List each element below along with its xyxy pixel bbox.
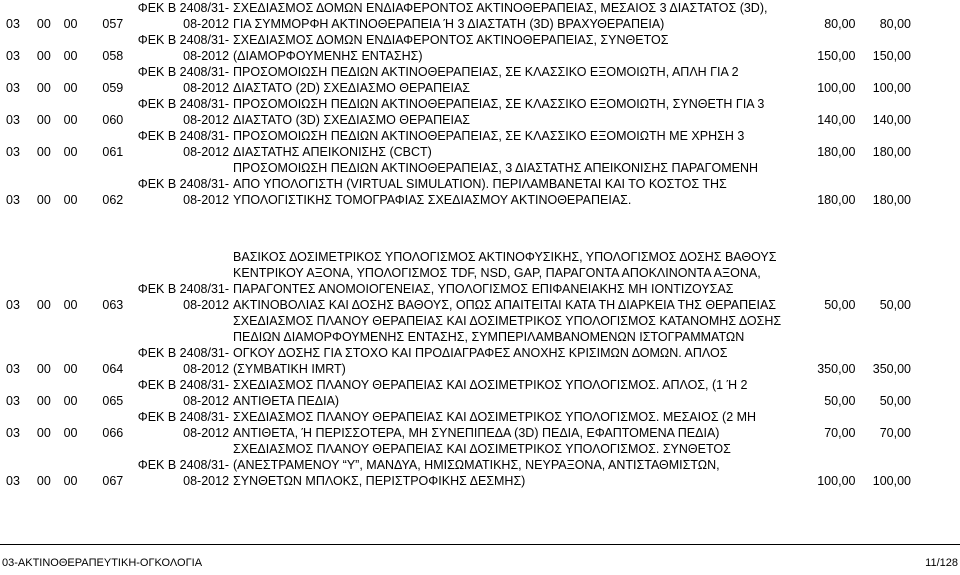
code-number-cell: 065 bbox=[102, 394, 124, 408]
procedure-description-cell: ΣΧΕΔΙΑΣΜΟΣ ΔΟΜΩΝ ΕΝΔΙΑΦΕΡΟΝΤΟΣ ΑΚΤΙΝΟΘΕΡΑΠΕΙΑΣ, ΣΥΝΘΕΤΟΣ (ΔΙΑΜΟΡΦΟΥΜΕΝΗΣ ΕΝΤΑΣΗΣ) bbox=[233, 33, 669, 63]
code-class-cell: 00 bbox=[63, 426, 78, 440]
fee-cell: 180,00 bbox=[872, 193, 911, 207]
procedure-description-cell: ΣΧΕΔΙΑΣΜΟΣ ΠΛΑΝΟΥ ΘΕΡΑΠΕΙΑΣ ΚΑΙ ΔΟΣΙΜΕΤΡΙΚΟΣ ΥΠΟΛΟΓΙΣΜΟΣ. ΜΕΣΑΙΟΣ (2 ΜΗ ΑΝΤΙΘΕΤΑ, Ή ΠΕΡΙΣΣΟΤΕΡΑ, ΜΗ ΣΥΝΕΠΙΠΕΔΑ (3D) ΠΕΔΙΑ, ΕΦΑΠΤΟΜΕΝΑ ΠΕΔΙΑ) bbox=[233, 410, 757, 440]
procedure-description-cell: ΠΡΟΣΟΜΟΙΩΣΗ ΠΕΔΙΩΝ ΑΚΤΙΝΟΘΕΡΑΠΕΙΑΣ, ΣΕ ΚΛΑΣΣΙΚΟ ΕΞΟΜΟΙΩΤΗ, ΣΥΝΘΕΤΗ ΓΙΑ 3 ΔΙΑΣΤΑΤΟ (3D) ΣΧΕΔΙΑΣΜΟ ΘΕΡΑΠΕΙΑΣ bbox=[233, 97, 765, 127]
code-class-cell: 00 bbox=[63, 17, 78, 31]
code-class-cell: 00 bbox=[63, 394, 78, 408]
table-row bbox=[0, 409, 913, 441]
code-group-cell: 03 bbox=[6, 362, 20, 376]
code-group-cell: 03 bbox=[6, 474, 20, 488]
price-cell: 100,00 bbox=[817, 474, 856, 488]
procedure-description-cell: ΠΡΟΣΟΜΟΙΩΣΗ ΠΕΔΙΩΝ ΑΚΤΙΝΟΘΕΡΑΠΕΙΑΣ, ΣΕ ΚΛΑΣΣΙΚΟ ΕΞΟΜΟΙΩΤΗ ΜΕ ΧΡΗΣΗ 3 ΔΙΑΣΤΑΤΗΣ ΑΠΕΙΚΟΝΙΣΗΣ (CBCT) bbox=[233, 129, 745, 159]
fek-date: 08-2012 bbox=[183, 145, 230, 159]
code-group-cell: 03 bbox=[6, 81, 20, 95]
code-subgroup-cell: 00 bbox=[36, 362, 51, 376]
code-group-cell: 03 bbox=[6, 426, 20, 440]
code-subgroup-cell: 00 bbox=[36, 81, 51, 95]
fee-cell: 70,00 bbox=[879, 426, 911, 440]
fee-table-bottom bbox=[0, 249, 913, 489]
procedure-description-cell: ΣΧΕΔΙΑΣΜΟΣ ΠΛΑΝΟΥ ΘΕΡΑΠΕΙΑΣ ΚΑΙ ΔΟΣΙΜΕΤΡΙΚΟΣ ΥΠΟΛΟΓΙΣΜΟΣ. ΑΠΛΟΣ, (1 Ή 2 ΑΝΤΙΘΕΤΑ ΠΕΔΙΑ) bbox=[233, 378, 748, 408]
fek-reference: ΦΕΚ Β 2408/31- bbox=[137, 410, 230, 424]
fee-cell: 140,00 bbox=[872, 113, 911, 127]
code-subgroup-cell: 00 bbox=[36, 145, 51, 159]
fek-date: 08-2012 bbox=[183, 81, 230, 95]
code-number-cell: 063 bbox=[102, 298, 124, 312]
fek-reference-cell bbox=[125, 377, 231, 409]
fee-table-top bbox=[0, 0, 913, 208]
code-number-cell: 060 bbox=[102, 113, 124, 127]
fek-date: 08-2012 bbox=[183, 474, 230, 488]
table-row bbox=[0, 160, 913, 208]
fek-date: 08-2012 bbox=[183, 426, 230, 440]
fek-reference-cell bbox=[125, 160, 231, 208]
code-class-cell: 00 bbox=[63, 145, 78, 159]
fek-reference: ΦΕΚ Β 2408/31- bbox=[137, 378, 230, 392]
procedure-description-cell: ΣΧΕΔΙΑΣΜΟΣ ΠΛΑΝΟΥ ΘΕΡΑΠΕΙΑΣ ΚΑΙ ΔΟΣΙΜΕΤΡΙΚΟΣ ΥΠΟΛΟΓΙΣΜΟΣ. ΣΥΝΘΕΤΟΣ (ΑΝΕΣΤΡΑΜΕΝΟΥ “Υ”, ΜΑΝΔΥΑ, ΗΜΙΣΩΜΑΤΙΚΗΣ, ΝΕΥΡΑΞΟΝΑ, ΑΝΤΙΣΤΑΘΜΙΣΤΩΝ, ΣΥΝΘΕΤΩΝ ΜΠΛΟΚΣ, ΠΕΡΙΣΤΡΟΦΙΚΗΣ ΔΕΣΜΗΣ) bbox=[233, 442, 731, 488]
fek-reference: ΦΕΚ Β 2408/31- bbox=[137, 346, 230, 360]
procedure-description-cell: ΣΧΕΔΙΑΣΜΟΣ ΠΛΑΝΟΥ ΘΕΡΑΠΕΙΑΣ ΚΑΙ ΔΟΣΙΜΕΤΡΙΚΟΣ ΥΠΟΛΟΓΙΣΜΟΣ ΚΑΤΑΝΟΜΗΣ ΔΟΣΗΣ ΠΕΔΙΩΝ ΔΙΑΜΟΡΦΟΥΜΕΝΗΣ ΕΝΤΑΣΗΣ, ΣΥΜΠΕΡΙΛΑΜΒΑΝΟΜΕΝΩΝ ΙΣΤΟΓΡΑΜΜΑΤΩΝ ΟΓΚΟΥ ΔΟΣΗΣ ΓΙΑ ΣΤΟΧΟ ΚΑΙ ΠΡΟΔΙΑΓΡΑΦΕΣ ΑΝΟΧΗΣ ΚΡΙΣΙΜΩΝ ΔΟΜΩΝ. ΑΠΛΟΣ (ΣΥΜΒΑΤΙΚΗ IMRT) bbox=[233, 314, 782, 376]
fek-reference: ΦΕΚ Β 2408/31- bbox=[137, 177, 230, 191]
code-class-cell: 00 bbox=[63, 362, 78, 376]
fek-date: 08-2012 bbox=[183, 113, 230, 127]
code-group-cell: 03 bbox=[6, 193, 20, 207]
fee-cell: 180,00 bbox=[872, 145, 911, 159]
fek-date: 08-2012 bbox=[183, 49, 230, 63]
table-row bbox=[0, 0, 913, 32]
fek-date: 08-2012 bbox=[183, 17, 230, 31]
fek-reference-cell bbox=[125, 0, 231, 32]
procedure-description-cell: ΠΡΟΣΟΜΟΙΩΣΗ ΠΕΔΙΩΝ ΑΚΤΙΝΟΘΕΡΑΠΕΙΑΣ, ΣΕ ΚΛΑΣΣΙΚΟ ΕΞΟΜΟΙΩΤΗ, ΑΠΛΗ ΓΙΑ 2 ΔΙΑΣΤΑΤΟ (2D) ΣΧΕΔΙΑΣΜΟ ΘΕΡΑΠΕΙΑΣ bbox=[233, 65, 739, 95]
fek-reference-cell bbox=[125, 313, 231, 377]
code-group-cell: 03 bbox=[6, 49, 20, 63]
table-row bbox=[0, 32, 913, 64]
code-subgroup-cell: 00 bbox=[36, 298, 51, 312]
fek-date: 08-2012 bbox=[183, 362, 230, 376]
fek-reference: ΦΕΚ Β 2408/31- bbox=[137, 33, 230, 47]
fee-cell: 350,00 bbox=[872, 362, 911, 376]
fek-reference-cell bbox=[125, 249, 231, 313]
fek-date: 08-2012 bbox=[183, 193, 230, 207]
fek-reference-cell bbox=[125, 128, 231, 160]
code-number-cell: 067 bbox=[102, 474, 124, 488]
code-number-cell: 062 bbox=[102, 193, 124, 207]
fek-reference-cell bbox=[125, 409, 231, 441]
code-group-cell: 03 bbox=[6, 394, 20, 408]
fek-reference-cell bbox=[125, 441, 231, 489]
table-row bbox=[0, 128, 913, 160]
fee-cell: 80,00 bbox=[879, 17, 911, 31]
fek-reference-cell bbox=[125, 64, 231, 96]
code-subgroup-cell: 00 bbox=[36, 113, 51, 127]
fek-reference: ΦΕΚ Β 2408/31- bbox=[137, 129, 230, 143]
fee-cell: 50,00 bbox=[879, 394, 911, 408]
code-class-cell: 00 bbox=[63, 193, 78, 207]
table-row bbox=[0, 96, 913, 128]
fee-cell: 50,00 bbox=[879, 298, 911, 312]
code-class-cell: 00 bbox=[63, 298, 78, 312]
price-cell: 350,00 bbox=[817, 362, 856, 376]
fee-cell: 100,00 bbox=[872, 81, 911, 95]
code-subgroup-cell: 00 bbox=[36, 474, 51, 488]
footer-page-number: 11/128 bbox=[925, 557, 958, 569]
code-number-cell: 058 bbox=[102, 49, 124, 63]
code-group-cell: 03 bbox=[6, 17, 20, 31]
fek-reference: ΦΕΚ Β 2408/31- bbox=[137, 282, 230, 296]
page-footer bbox=[0, 544, 960, 569]
price-cell: 140,00 bbox=[817, 113, 856, 127]
table-row bbox=[0, 249, 913, 313]
code-class-cell: 00 bbox=[63, 113, 78, 127]
price-cell: 180,00 bbox=[817, 145, 856, 159]
code-group-cell: 03 bbox=[6, 145, 20, 159]
procedure-description-cell: ΠΡΟΣΟΜΟΙΩΣΗ ΠΕΔΙΩΝ ΑΚΤΙΝΟΘΕΡΑΠΕΙΑΣ, 3 ΔΙΑΣΤΑΤΗΣ ΑΠΕΙΚΟΝΙΣΗΣ ΠΑΡΑΓΟΜΕΝΗ ΑΠΟ ΥΠΟΛΟΓΙΣΤΗ (VIRTUAL SIMULATION). ΠΕΡΙΛΑΜΒΑΝΕΤΑΙ ΚΑΙ ΤΟ ΚΟΣΤΟΣ ΤΗΣ ΥΠΟΛΟΓΙΣΤΙΚΗΣ ΤΟΜΟΓΡΑΦΙΑΣ ΣΧΕΔΙΑΣΜΟΥ ΑΚΤΙΝΟΘΕΡΑΠΕΙΑΣ. bbox=[233, 161, 759, 207]
fee-cell: 100,00 bbox=[872, 474, 911, 488]
table-row bbox=[0, 64, 913, 96]
fek-date: 08-2012 bbox=[183, 394, 230, 408]
code-class-cell: 00 bbox=[63, 474, 78, 488]
fek-reference-cell bbox=[125, 96, 231, 128]
code-number-cell: 061 bbox=[102, 145, 124, 159]
fek-reference: ΦΕΚ Β 2408/31- bbox=[137, 65, 230, 79]
code-number-cell: 066 bbox=[102, 426, 124, 440]
table-row bbox=[0, 377, 913, 409]
code-subgroup-cell: 00 bbox=[36, 193, 51, 207]
price-cell: 80,00 bbox=[824, 17, 856, 31]
table-row bbox=[0, 313, 913, 377]
fek-date: 08-2012 bbox=[183, 298, 230, 312]
procedure-description-cell: ΣΧΕΔΙΑΣΜΟΣ ΔΟΜΩΝ ΕΝΔΙΑΦΕΡΟΝΤΟΣ ΑΚΤΙΝΟΘΕΡΑΠΕΙΑΣ, ΜΕΣΑΙΟΣ 3 ΔΙΑΣΤΑΤΟΣ (3D), ΓΙΑ ΣΥΜΜΟΡΦΗ ΑΚΤΙΝΟΘΕΡΑΠΕΙΑ Ή 3 ΔΙΑΣΤΑΤΗ (3D) ΒΡΑΧΥΘΕΡΑΠΕΙΑ) bbox=[233, 1, 768, 31]
code-group-cell: 03 bbox=[6, 298, 20, 312]
price-cell: 70,00 bbox=[824, 426, 856, 440]
code-number-cell: 057 bbox=[102, 17, 124, 31]
price-cell: 50,00 bbox=[824, 394, 856, 408]
fek-reference: ΦΕΚ Β 2408/31- bbox=[137, 97, 230, 111]
price-cell: 150,00 bbox=[817, 49, 856, 63]
code-number-cell: 064 bbox=[102, 362, 124, 376]
fek-reference: ΦΕΚ Β 2408/31- bbox=[137, 458, 230, 472]
fek-reference: ΦΕΚ Β 2408/31- bbox=[137, 1, 230, 15]
code-subgroup-cell: 00 bbox=[36, 426, 51, 440]
code-class-cell: 00 bbox=[63, 49, 78, 63]
procedure-description-cell: ΒΑΣΙΚΟΣ ΔΟΣΙΜΕΤΡΙΚΟΣ ΥΠΟΛΟΓΙΣΜΟΣ ΑΚΤΙΝΟΦΥΣΙΚΗΣ, ΥΠΟΛΟΓΙΣΜΟΣ ΔΟΣΗΣ ΒΑΘΟΥΣ ΚΕΝΤΡΙΚΟΥ ΑΞΟΝΑ, ΥΠΟΛΟΓΙΣΜΟΣ TDF, NSD, GAP, ΠΑΡΑΓΟΝΤΑ ΑΠΟΚΛΙΝΟΝΤΑ ΑΞΟΝΑ, ΠΑΡΑΓΟΝΤΕΣ ΑΝΟΜΟΙΟΓΕΝΕΙΑΣ, ΥΠΟΛΟΓΙΣΜΟΣ ΕΠΙΦΑΝΕΙΑΚΗΣ ΜΗ ΙΟΝΤΙΖΟΥΣΑΣ ΑΚΤΙΝΟΒΟΛΙΑΣ ΚΑΙ ΔΟΣΗΣ ΒΑΘΟΥΣ, ΟΠΩΣ ΑΠΑΙΤΕΙΤΑΙ ΚΑΤΑ ΤΗ ΔΙΑΡΚΕΙΑ ΤΗΣ ΘΕΡΑΠΕΙΑΣ bbox=[233, 250, 777, 312]
price-cell: 180,00 bbox=[817, 193, 856, 207]
footer-section-title: 03-ΑΚΤΙΝΟΘΕΡΑΠΕΥΤΙΚΗ-ΟΓΚΟΛΟΓΙΑ bbox=[2, 557, 203, 569]
code-group-cell: 03 bbox=[6, 113, 20, 127]
code-subgroup-cell: 00 bbox=[36, 394, 51, 408]
price-cell: 50,00 bbox=[824, 298, 856, 312]
price-cell: 100,00 bbox=[817, 81, 856, 95]
fee-cell: 150,00 bbox=[872, 49, 911, 63]
code-subgroup-cell: 00 bbox=[36, 49, 51, 63]
table-row bbox=[0, 441, 913, 489]
code-subgroup-cell: 00 bbox=[36, 17, 51, 31]
code-class-cell: 00 bbox=[63, 81, 78, 95]
code-number-cell: 059 bbox=[102, 81, 124, 95]
fek-reference-cell bbox=[125, 32, 231, 64]
